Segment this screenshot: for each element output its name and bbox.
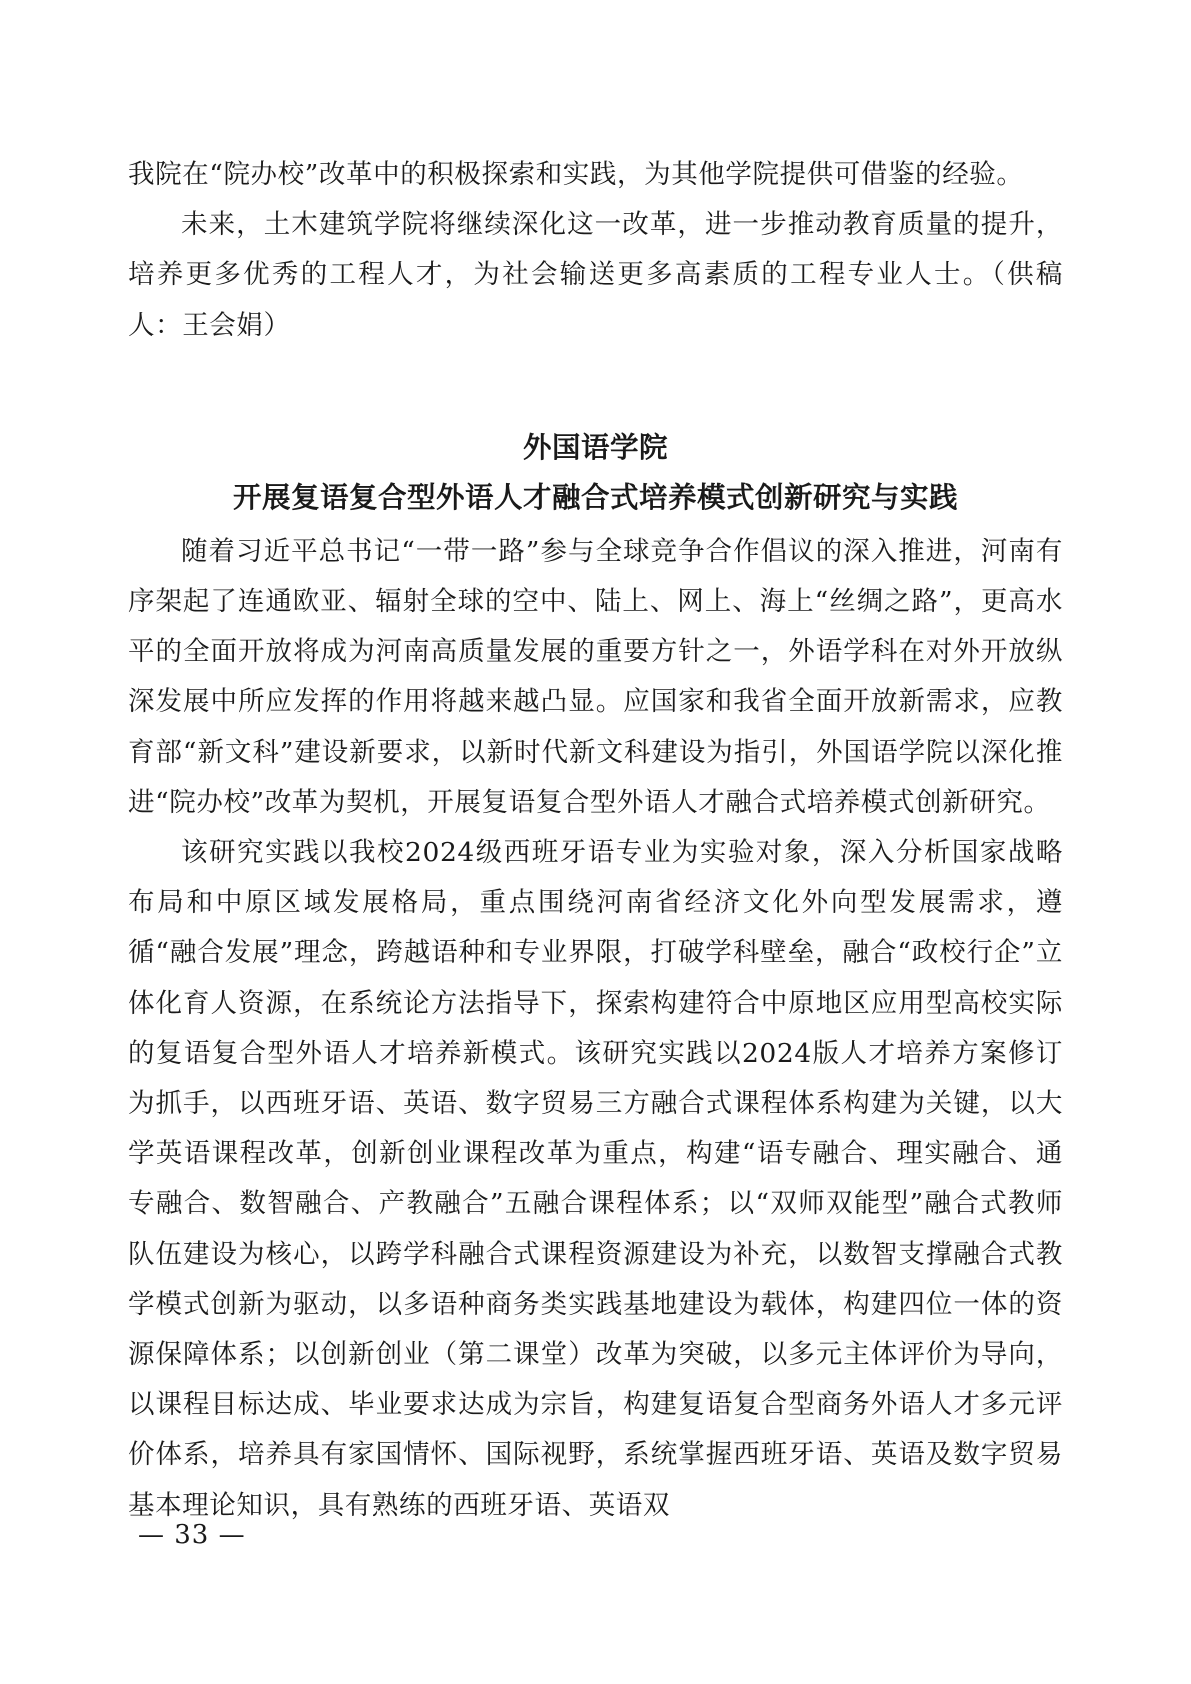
section-title: 开展复语复合型外语人才融合式培养模式创新研究与实践 (232, 480, 958, 514)
body-paragraph-practice: 该研究实践以我校2024级西班牙语专业为实验对象，深入分析国家战略布局和中原区域发展格局，重点围绕河南省经济文化外向型发展需求，遵循“融合发展”理念，跨越语种和专业界限，打破学科壁垒，融合“政校行企”立体化育人资源，在系统论方法指导下，探索构建符合中原地区应用型高校实际的复语复合型外语人才培养新模式。该研究实践以2024版人才培养方案修订为抓手，以西班牙语、英语、数字贸易三方融合式课程体系构建为关键，以大学英语课程改革，创新创业课程改革为重点，构建“语专融合、理实融合、通专融合、数智融合、产教融合”五融合课程体系；以“双师双能型”融合式教师队伍建设为核心，以跨学科融合式课程资源建设为补充，以数智支撑融合式教学模式创新为驱动，以多语种商务类实践基地建设为载体，构建四位一体的资源保障体系；以创新创业（第二课堂）改革为突破，以多元主体评价为导向，以课程目标达成、毕业要求达成为宗旨，构建复语复合型商务外语人才多元评价体系，培养具有家国情怀、国际视野，系统掌握西班牙语、英语及数字贸易基本理论知识，具有熟练的西班牙语、英语双 (128, 837, 1063, 1521)
body-paragraph-background: 随着习近平总书记“一带一路”参与全球竞争合作倡议的深入推进，河南有序架起了连通欧亚、辐射全球的空中、陆上、网上、海上“丝绸之路”，更高水平的全面开放将成为河南高质量发展的重要方针之一，外语学科在对外开放纵深发展中所应发挥的作用将越来越凸显。应国家和我省全面开放新需求，应教育部“新文科”建设新要求，以新时代新文科建设为指引，外国语学院以深化推进“院办校”改革为契机，开展复语复合型外语人才融合式培养模式创新研究。 (128, 535, 1063, 818)
section-heading (128, 423, 1063, 523)
page-number: — 33 — (138, 1520, 246, 1550)
body-paragraph-future: 未来，土木建筑学院将继续深化这一改革，进一步推动教育质量的提升，培养更多优秀的工程人才，为社会输送更多高素质的工程专业人士。（供稿人：王会娟） (128, 209, 1063, 341)
document-page (128, 150, 1063, 1531)
body-paragraph-continued: 我院在“院办校”改革中的积极探索和实践，为其他学院提供可借鉴的经验。 (128, 159, 1024, 190)
section-college-name: 外国语学院 (522, 430, 668, 464)
